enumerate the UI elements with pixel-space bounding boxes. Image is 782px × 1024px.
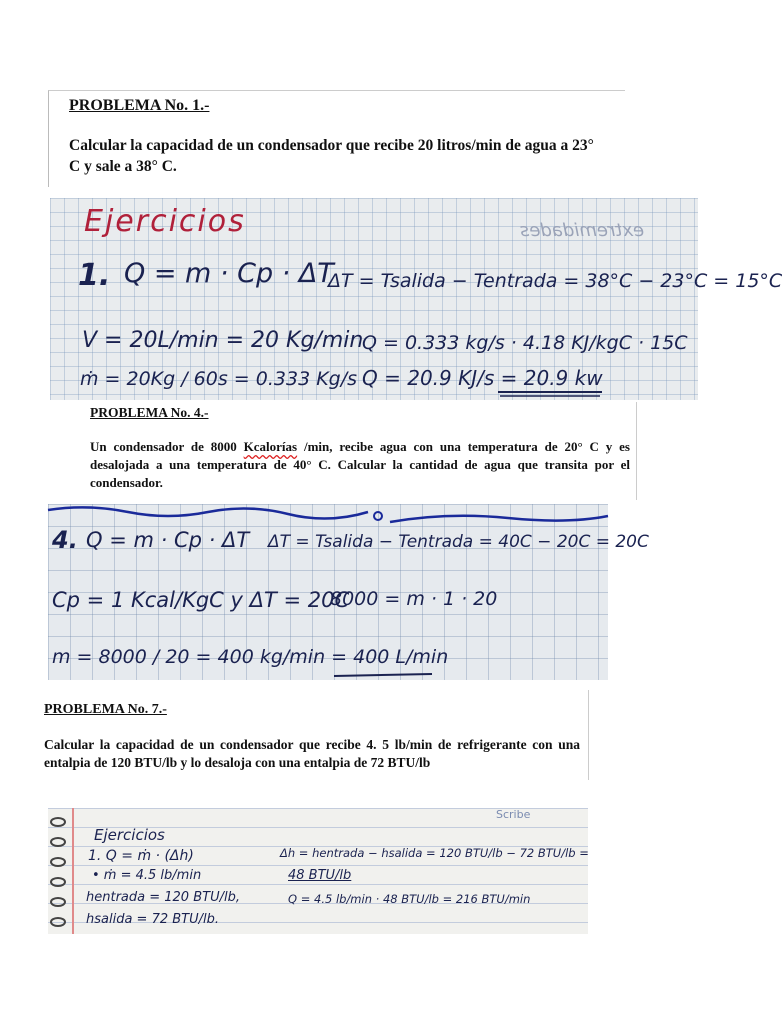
notes-1-line-3-left: ṁ = 20Kg / 60s = 0.333 Kg/s xyxy=(80,368,358,390)
notes-3-line-1-left: 1. Q = ṁ · (Δh) xyxy=(88,848,194,864)
notes-1-number: 1. xyxy=(78,258,111,293)
problem-1-text: Calcular la capacidad de un condensador que recibe 20 litros/min de agua a 23° C y sale a 38° C. xyxy=(69,137,594,175)
notes-3-line-2-right: 48 BTU/lb xyxy=(288,868,352,883)
notes-3-heading: Ejercicios xyxy=(94,826,165,844)
notes-1-faint-text: extremidades xyxy=(520,220,645,241)
notes-3-line-3-right: Q = 4.5 lb/min · 48 BTU/lb = 216 BTU/min xyxy=(288,892,531,906)
notes-3-line-4-left: hsalida = 72 BTU/lb. xyxy=(86,912,220,927)
notes-1-line-2-right: Q = 0.333 kg/s · 4.18 KJ/kgC · 15C xyxy=(362,332,688,354)
notes-2-number: 4. xyxy=(52,526,78,554)
notes-1-line-3-right: Q = 20.9 KJ/s = 20.9 kw xyxy=(362,366,603,390)
notes-1-delta-t: ΔT = Tsalida − Tentrada = 38°C − 23°C = 15°C xyxy=(328,270,782,292)
problem-4-underlined-word: Kcalorías xyxy=(243,439,298,454)
problem-1-block xyxy=(48,90,625,187)
notes-2-formula: Q = m · Cp · ΔT xyxy=(86,528,250,552)
notes-1-heading: Ejercicios xyxy=(84,204,246,239)
notes-2-line-2-left: Cp = 1 Kcal/KgC y ΔT = 20C xyxy=(52,588,350,612)
notes-1-line-2-left: V = 20L/min = 20 Kg/min xyxy=(82,328,364,353)
notebook-photo-1 xyxy=(50,198,782,400)
problem-7-title: PROBLEMA No. 7.- xyxy=(44,702,167,717)
notes-1-underlines xyxy=(50,198,698,400)
notes-3-line-2-left: • ṁ = 4.5 lb/min xyxy=(92,868,202,883)
problem-4-text-start: Un condensador de 8000 xyxy=(90,439,244,454)
problem-4-title: PROBLEMA No. 4.- xyxy=(90,405,209,420)
notes-1-formula: Q = m · Cp · ΔT xyxy=(124,258,334,289)
problem-7-block xyxy=(44,690,589,780)
notebook-photo-3 xyxy=(48,808,588,934)
problem-7-text: Calcular la capacidad de un condensador que recibe 4. 5 lb/min de refrigerante con una entalpia de 120 BTU/lb y lo desaloja con una entalpia de 72 BTU/lb xyxy=(44,737,580,770)
notes-3-line-1-right: Δh = hentrada − hsalida = 120 BTU/lb − 72 BTU/lb = xyxy=(280,846,589,860)
notebook-brand-label: Scribe xyxy=(496,808,531,821)
problem-4-block xyxy=(78,402,637,500)
notebook-photo-2 xyxy=(48,504,649,680)
notes-3-line-3-left: hentrada = 120 BTU/lb, xyxy=(86,890,240,905)
notes-2-delta-t: ΔT = Tsalida − Tentrada = 40C − 20C = 20C xyxy=(268,532,649,552)
problem-4-text xyxy=(90,438,630,492)
notes-2-underlines xyxy=(48,504,608,680)
problem-4-text-end: /min, recibe agua con una temperatura de 20° C y es desalojada a una temperatura de 40° C. Calcular la cantidad de agua que transita por el condensador. xyxy=(90,439,630,490)
notebook-margin-line xyxy=(72,808,74,934)
notes-2-line-2-right: 8000 = m · 1 · 20 xyxy=(330,588,498,610)
notebook-spiral-icon xyxy=(48,808,68,934)
notes-2-line-3: m = 8000 / 20 = 400 kg/min = 400 L/min xyxy=(52,646,449,668)
problem-1-title: PROBLEMA No. 1.- xyxy=(69,97,210,114)
